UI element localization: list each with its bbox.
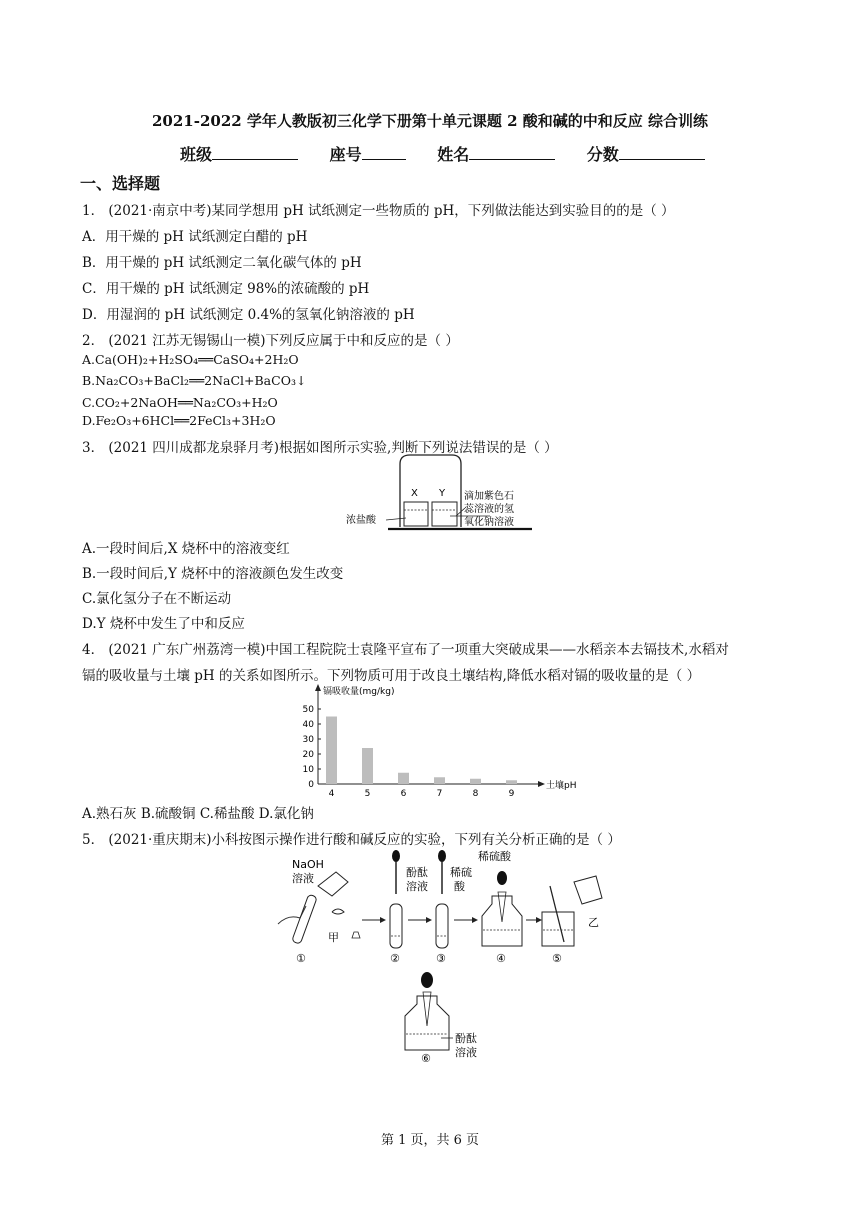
q5-step6-figure — [395, 966, 515, 1062]
q2-option-b: B.Na₂CO₃+BaCl₂══2NaCl+BaCO₃↓ — [82, 373, 307, 388]
hand-icon — [332, 909, 344, 914]
field-score-label: 分数 — [586, 145, 619, 164]
q4-stem-line1: 4． (2021 广东广州荔湾一模)中国工程院院士袁隆平宣布了一项重大突破成果——水稻亲本去镉技术,水稻对 — [82, 642, 729, 658]
label-right-3: 氧化钠溶液 — [464, 517, 514, 528]
step3-test-tube — [436, 904, 448, 948]
dropper-bulb-3 — [497, 871, 507, 885]
x-tick-label: 8 — [472, 789, 479, 798]
label-y: Y — [439, 488, 446, 499]
step-6: ⑥ — [421, 1052, 431, 1062]
step1-test-tube — [292, 894, 318, 944]
jia-label: 甲 — [328, 931, 339, 944]
y-axis-label: 镉吸收量(mg/kg) — [323, 687, 395, 697]
phenol2-label-2: 溶液 — [455, 1046, 477, 1059]
stopper-icon — [352, 932, 360, 938]
q3-option-b: B.一段时间后,Y 烧杯中的溶液颜色发生改变 — [82, 566, 344, 582]
x-tick-label: 9 — [508, 789, 515, 798]
field-seat-blank[interactable] — [362, 145, 406, 160]
x-tick-label: 7 — [436, 789, 443, 798]
q2-option-d: D.Fe₂O₃+6HCl══2FeCl₃+3H₂O — [82, 413, 276, 428]
phenol2-label-1: 酚酞 — [455, 1032, 477, 1045]
bar-ph-7 — [434, 777, 445, 784]
beaker-y — [432, 502, 457, 526]
label-right-2: 蕊溶液的氢 — [464, 504, 514, 515]
step-1: ① — [296, 952, 306, 965]
q1-stem: 1． (2021·南京中考)某同学想用 pH 试纸测定一些物质的 pH，下列做法能达到实验目的的是（ ） — [82, 203, 675, 219]
step-5: ⑤ — [552, 952, 562, 965]
q5-procedure-figure — [270, 846, 610, 966]
pouring-beaker — [574, 876, 602, 904]
cadmium-ph-bar-chart — [290, 682, 590, 798]
q4-options: A.熟石灰 B.硫酸铜 C.稀盐酸 D.氯化钠 — [82, 806, 314, 822]
acid2-label: 稀硫酸 — [478, 850, 511, 863]
q3-option-a: A.一段时间后,X 烧杯中的溶液变红 — [82, 541, 290, 557]
acid1-label-1: 稀硫 — [450, 866, 472, 879]
bar-ph-9 — [506, 780, 517, 784]
q4-stem-line2: 镉的吸收量与土壤 pH 的关系如图所示。下列物质可用于改良土壤结构,降低水稻对镉的吸收量的是（ ） — [82, 668, 701, 684]
naoh-label-1: NaOH — [292, 858, 324, 871]
acid1-label-2: 酸 — [454, 880, 465, 893]
y-tick-label: 50 — [302, 705, 314, 715]
q3-option-d: D.Y 烧杯中发生了中和反应 — [82, 616, 245, 632]
page-footer: 第 1 页，共 6 页 — [380, 1133, 480, 1148]
field-name-blank[interactable] — [469, 145, 555, 160]
beaker-x — [404, 502, 428, 526]
y-tick-label: 10 — [302, 765, 314, 775]
x-tick-label: 6 — [400, 789, 407, 798]
bar-ph-5 — [362, 748, 373, 784]
q2-option-a: A.Ca(OH)₂+H₂SO₄══CaSO₄+2H₂O — [82, 352, 299, 367]
q2-stem: 2． (2021 江苏无锡锡山一模)下列反应属于中和反应的是（ ） — [82, 333, 459, 349]
y-tick-label: 0 — [308, 780, 314, 790]
q3-apparatus-figure — [340, 452, 550, 534]
q2-option-c: C.CO₂+2NaOH══Na₂CO₃+H₂O — [82, 395, 278, 410]
q1-option-d: D．用湿润的 pH 试纸测定 0.4%的氢氧化钠溶液的 pH — [82, 307, 415, 323]
step-4: ④ — [496, 952, 506, 965]
q5-stem: 5． (2021·重庆期末)小科按图示操作进行酸和碱反应的实验，下列有关分析正确的是（ ） — [82, 832, 621, 848]
y-tick-label: 20 — [302, 750, 314, 760]
field-name-label: 姓名 — [437, 145, 470, 164]
dropper-bulb-1 — [392, 850, 400, 862]
yi-label: 乙 — [588, 916, 599, 929]
page-title: 2021-2022 学年人教版初三化学下册第十单元课题 2 酸和碱的中和反应 综合训练 — [151, 112, 709, 130]
naoh-bottle — [318, 872, 348, 896]
phenol1-label-2: 溶液 — [406, 880, 428, 893]
q1-option-b: B．用干燥的 pH 试纸测定二氧化碳气体的 pH — [82, 255, 362, 271]
stir-rod — [550, 886, 564, 942]
label-right-1: 滴加紫色石 — [464, 491, 514, 502]
bar-ph-6 — [398, 773, 409, 784]
q1-option-c: C．用干燥的 pH 试纸测定 98%的浓硫酸的 pH — [82, 281, 370, 297]
dropper-bulb-4 — [421, 972, 433, 988]
x-tick-label: 5 — [364, 789, 371, 798]
q3-stem: 3． (2021 四川成都龙泉驿月考)根据如图所示实验,判断下列说法错误的是（ ） — [82, 440, 558, 456]
label-conc-hcl: 浓盐酸 — [346, 515, 376, 526]
x-axis-label: 土壤pH — [546, 781, 577, 791]
bar-ph-8 — [470, 779, 481, 784]
field-class-blank[interactable] — [212, 145, 298, 160]
q3-option-c: C.氯化氢分子在不断运动 — [82, 591, 232, 607]
field-score-blank[interactable] — [619, 145, 705, 160]
step-3: ③ — [436, 952, 446, 965]
field-seat-label: 座号 — [329, 145, 362, 164]
naoh-label-2: 溶液 — [292, 872, 314, 885]
student-info-row — [180, 142, 731, 165]
y-tick-label: 40 — [302, 720, 314, 730]
q1-option-a: A．用干燥的 pH 试纸测定白醋的 pH — [82, 229, 308, 245]
label-x: X — [411, 488, 418, 499]
bar-ph-4 — [326, 717, 337, 785]
field-class-label: 班级 — [180, 145, 213, 164]
dropper-bulb-2 — [438, 850, 446, 862]
step2-test-tube — [390, 904, 402, 948]
phenol1-label-1: 酚酞 — [406, 866, 428, 879]
y-tick-label: 30 — [302, 735, 314, 745]
step-2: ② — [390, 952, 400, 965]
x-tick-label: 4 — [328, 789, 335, 798]
section-heading: 一、选择题 — [80, 174, 161, 193]
